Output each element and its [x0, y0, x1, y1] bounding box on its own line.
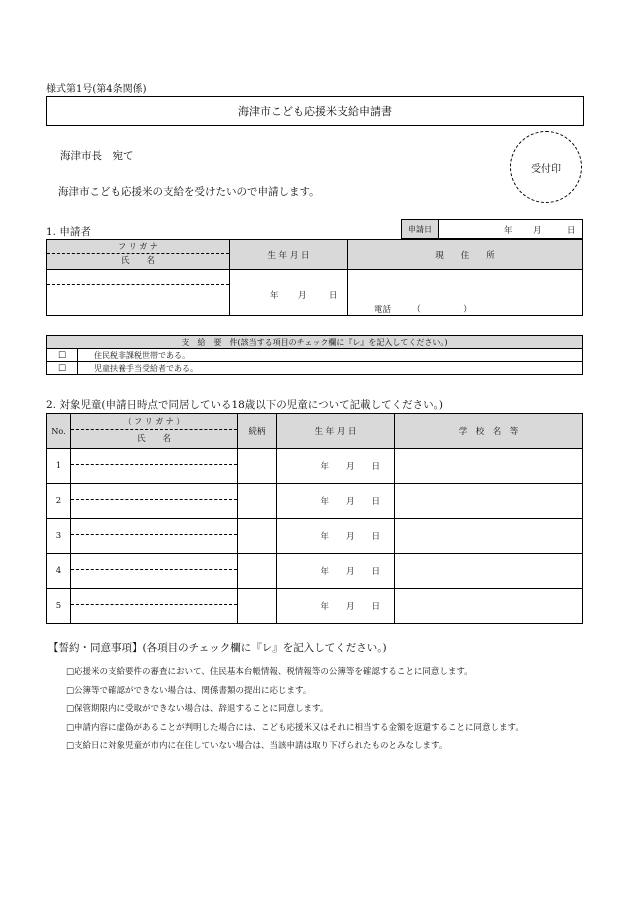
applicant-birth-field[interactable] — [230, 270, 348, 316]
child-row — [47, 484, 583, 519]
child-name-header: 氏 名 — [136, 434, 171, 444]
birth-day-label: 日 — [329, 291, 338, 301]
phone-label: 電話 （ ） — [374, 305, 472, 315]
application-date-field[interactable] — [439, 220, 583, 239]
child-school-field[interactable] — [395, 449, 583, 484]
child-school-field[interactable] — [395, 519, 583, 554]
application-date-label: 申請日 — [402, 220, 439, 239]
child-school-field[interactable] — [395, 589, 583, 624]
birth-header: 生 年 月 日 — [230, 240, 348, 270]
children-table — [46, 413, 583, 624]
requirement-checkbox[interactable]: □ — [47, 362, 78, 375]
consent-item[interactable]: □申請内容に虚偽があることが判明した場合には、こども応援米又はそれに相当する金額を返還することに同意します。 — [66, 722, 524, 733]
requirement-row — [47, 362, 583, 375]
requirements-table — [46, 335, 583, 375]
child-furigana-line — [71, 554, 237, 570]
child-relation-field[interactable] — [238, 554, 277, 589]
child-name-field[interactable] — [71, 554, 238, 589]
requirement-checkbox[interactable]: □ — [47, 349, 78, 362]
name-header-cell — [47, 240, 230, 270]
child-furigana-line — [71, 589, 237, 605]
children-section-title: 2. 対象児童(申請日時点で同居している18歳以下の児童について記載してください。) — [46, 399, 443, 411]
child-row — [47, 589, 583, 624]
child-birth-field[interactable]: 年 月 日 — [277, 554, 395, 589]
child-row-number: 4 — [47, 554, 71, 589]
addressee: 海津市長 宛て — [60, 150, 134, 162]
birth-month-label: 月 — [298, 291, 307, 301]
child-furigana-header: （ フ リ ガ ナ ） — [71, 414, 237, 430]
child-birth-field[interactable]: 年 月 日 — [277, 589, 395, 624]
child-name-header-cell — [71, 414, 238, 449]
child-name-field[interactable] — [71, 519, 238, 554]
child-name-field[interactable] — [71, 484, 238, 519]
name-header: 氏 名 — [120, 256, 155, 266]
applicant-furigana-line — [47, 270, 229, 285]
requirement-label: 住民税非課税世帯である。 — [78, 349, 583, 362]
requirement-row — [47, 349, 583, 362]
application-date-box — [401, 219, 583, 239]
child-relation-field[interactable] — [238, 589, 277, 624]
address-header: 現 住 所 — [348, 240, 583, 270]
applicant-section-title: 1. 申請者 — [46, 226, 91, 238]
date-month-label: 月 — [533, 226, 542, 236]
child-row-number: 5 — [47, 589, 71, 624]
requirements-header: 支 給 要 件(該当する項目のチェック欄に『レ』を記入してください。) — [47, 336, 583, 349]
form-number: 様式第1号(第4条関係) — [46, 84, 147, 95]
applicant-address-field[interactable] — [348, 270, 583, 316]
child-school-field[interactable] — [395, 554, 583, 589]
child-row — [47, 554, 583, 589]
child-birth-field[interactable]: 年 月 日 — [277, 484, 395, 519]
child-row-number: 3 — [47, 519, 71, 554]
child-row — [47, 449, 583, 484]
child-name-field[interactable] — [71, 449, 238, 484]
applicant-name-field[interactable] — [47, 270, 230, 316]
consent-item[interactable]: □支給日に対象児童が市内に在住していない場合は、当該申請は取り下げられたものとみなします。 — [66, 741, 448, 751]
child-name-field[interactable] — [71, 589, 238, 624]
child-relation-field[interactable] — [238, 484, 277, 519]
document-title: 海津市こども応援米支給申請書 — [46, 96, 584, 126]
application-statement: 海津市こども応援米の支給を受けたいので申請します。 — [58, 186, 320, 198]
child-row-number: 1 — [47, 449, 71, 484]
consent-item[interactable]: □応援米の支給要件の審査において、住民基本台帳情報、税情報等の公簿等を確認することに同意します。 — [66, 667, 473, 677]
child-row — [47, 519, 583, 554]
requirement-label: 児童扶養手当受給者である。 — [78, 362, 583, 375]
relation-header: 続柄 — [238, 414, 277, 449]
applicant-table — [46, 239, 583, 316]
child-furigana-line — [71, 519, 237, 535]
child-birth-header: 生 年 月 日 — [277, 414, 395, 449]
child-furigana-line — [71, 484, 237, 500]
child-row-number: 2 — [47, 484, 71, 519]
no-header: No. — [47, 414, 71, 449]
consent-item[interactable]: □公簿等で確認ができない場合は、関係書類の提出に応じます。 — [66, 685, 312, 696]
reception-stamp: 受付印 — [510, 131, 582, 203]
date-day-label: 日 — [567, 226, 576, 236]
consent-title: 【誓約・同意事項】(各項目のチェック欄に『レ』を記入してください。) — [48, 642, 387, 654]
child-relation-field[interactable] — [238, 519, 277, 554]
furigana-header: フ リ ガ ナ — [47, 240, 229, 254]
consent-item[interactable]: □保管期限内に受取ができない場合は、辞退することに同意します。 — [66, 704, 329, 714]
child-furigana-line — [71, 449, 237, 465]
school-header: 学 校 名 等 — [395, 414, 583, 449]
consent-list — [66, 663, 524, 756]
child-birth-field[interactable]: 年 月 日 — [277, 449, 395, 484]
child-birth-field[interactable]: 年 月 日 — [277, 519, 395, 554]
birth-year-label: 年 — [270, 291, 279, 301]
child-relation-field[interactable] — [238, 449, 277, 484]
date-year-label: 年 — [504, 226, 513, 236]
child-school-field[interactable] — [395, 484, 583, 519]
